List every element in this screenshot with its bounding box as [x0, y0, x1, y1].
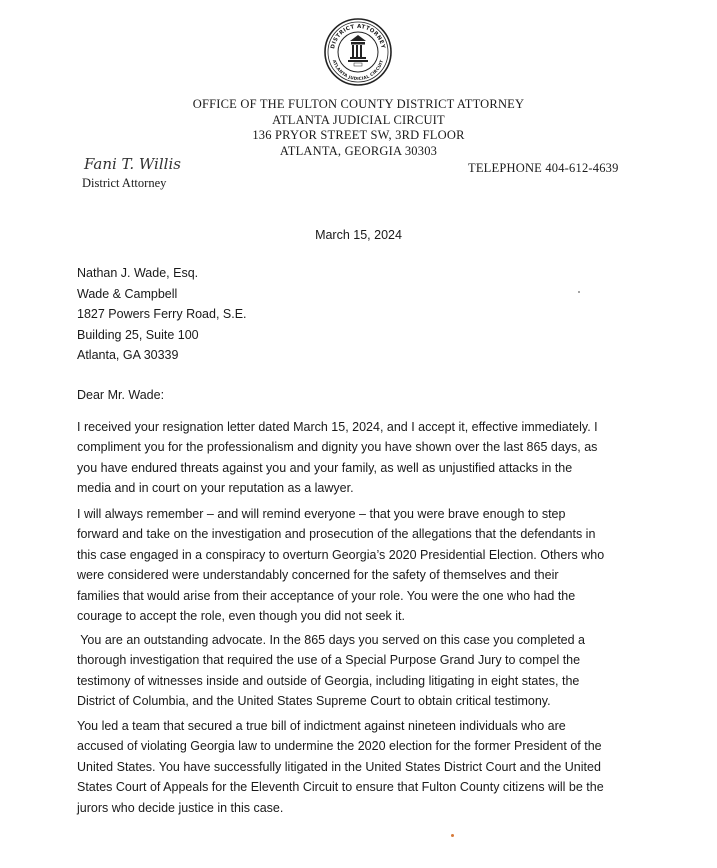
text-line: accused of violating Georgia law to undermine the 2020 election for the former President of the — [77, 739, 602, 754]
seal-text-bottom: ATLANTA JUDICIAL CIRCUIT — [331, 59, 385, 82]
letter-date: March 15, 2024 — [315, 228, 402, 242]
text-line: thorough investigation that required the use of a Special Purpose Grand Jury to compel the — [77, 653, 581, 668]
recipient-street: 1827 Powers Ferry Road, S.E. — [77, 307, 247, 321]
telephone: TELEPHONE 404-612-4639 — [468, 161, 619, 175]
paragraph-2 — [77, 504, 645, 626]
text-line: you have endured threats against you and your family, as well as unjustified attacks in the — [77, 460, 573, 475]
text-line: this case engaged in a conspiracy to overturn Georgia’s 2020 Presidential Election. Others who — [77, 547, 605, 562]
text-line: You are an outstanding advocate. In the 865 days you served on this case you completed a — [77, 633, 585, 647]
text-line: jurors who decide justice in this case. — [77, 800, 284, 815]
letterhead-block — [0, 97, 717, 159]
text-line: families that would arise from their acceptance of your role. You were the one who had the — [77, 588, 576, 603]
signature-title: District Attorney — [82, 176, 167, 190]
text-line: compliment you for the professionalism and dignity you have shown over the last 865 days, as — [77, 440, 598, 455]
text-line: courage to accept the role, even though you did not seek it. — [77, 609, 405, 624]
recipient-firm: Wade & Campbell — [77, 286, 178, 301]
text-line: I will always remember – and will remind everyone – that you were brave enough to step — [77, 507, 566, 521]
text-line: United States. You have successfully litigated in the United States District Court and the United — [77, 759, 601, 774]
recipient-suite: Building 25, Suite 100 — [77, 327, 199, 342]
judicial-circuit: ATLANTA JUDICIAL CIRCUIT — [272, 112, 445, 127]
text-line: were considered were understandably concerned for the safety of themselves and their — [77, 568, 559, 583]
recipient-city: Atlanta, GA 30339 — [77, 348, 179, 362]
text-line: You led a team that secured a true bill of indictment against nineteen individuals who are — [77, 719, 566, 733]
office-name: OFFICE OF THE FULTON COUNTY DISTRICT ATTORNEY — [192, 97, 525, 111]
office-city: ATLANTA, GEORGIA 30303 — [279, 143, 438, 158]
office-street: 136 PRYOR STREET SW, 3RD FLOOR — [252, 128, 465, 142]
text-line: I received your resignation letter dated March 15, 2024, and I accept it, effective immediately. I — [77, 420, 598, 434]
text-line: media and in court on your reputation as a lawyer. — [77, 481, 354, 496]
recipient-address — [77, 263, 247, 366]
scan-speck — [451, 834, 454, 837]
salutation: Dear Mr. Wade: — [77, 388, 165, 402]
text-line: testimony of witnesses inside and outside of Georgia, including litigating in eight states, the — [77, 673, 580, 688]
signature: Fani T. Willis — [84, 155, 181, 173]
seal-text-top: DISTRICT ATTORNEY — [330, 23, 386, 50]
text-line: States Court of Appeals for the Eleventh Circuit to ensure that Fulton County citizens will be the — [77, 780, 604, 795]
text-line: District of Columbia, and the United States Supreme Court to obtain critical testimony. — [77, 694, 551, 709]
paragraph-4 — [77, 716, 645, 818]
scan-dot — [578, 291, 580, 293]
paragraph-3 — [77, 630, 645, 712]
recipient-name: Nathan J. Wade, Esq. — [77, 266, 199, 280]
district-attorney-seal — [324, 18, 392, 86]
text-line: forward and take on the investigation and prosecution of the allegations that the defendants in — [77, 527, 596, 542]
paragraph-1 — [77, 417, 645, 499]
